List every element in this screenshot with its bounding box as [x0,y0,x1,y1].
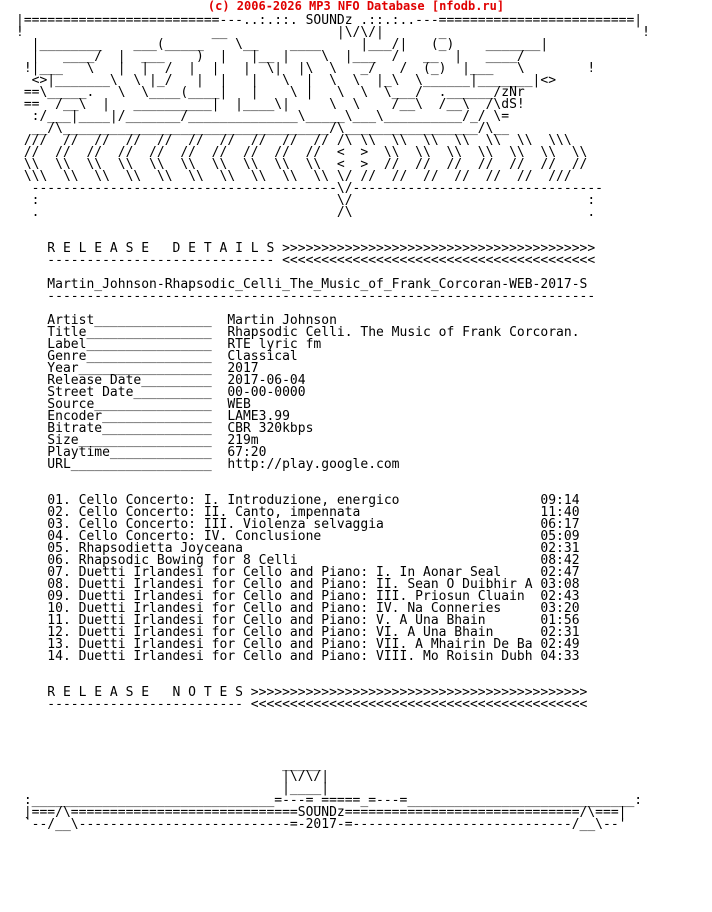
release-notes-underline: ------------------------- <<<<<<<<<<<<<<<<<<<<<<<<<<<<<<<<<<<<<<<<<<< [16,697,588,712]
logo-art-line: : \/ : [16,193,627,208]
nfo-text [16,15,650,831]
detail-row: Bitrate______________ CBR 320kbps [16,421,314,436]
detail-row: Source_______________ WEB [16,397,251,412]
detail-row: Street Date__________ 00-00-0000 [16,385,306,400]
release-name: Martin_Johnson-Rhapsodic_Celli_The_Music_of_Frank_Corcoran-WEB-2017-S [16,277,588,292]
track-row: 08. Duetti Irlandesi for Cello and Piano: II. Sean O Duibhir A 03:08 [16,577,580,592]
detail-row: Release Date_________ 2017-06-04 [16,373,306,388]
crown-art-line: _____ [16,757,322,772]
logo-art-line: == /__\ | __________| |____\| \ \ /__\ /__\ /\dS! [16,97,564,112]
logo-art-line: !|___ \ | | / | | | \| |\ \ _/ / (_) |___ \ ! [16,61,596,76]
track-row: 01. Cello Concerto: I. Introduzione, energico 09:14 [16,493,580,508]
logo-art-line: . /\ . [16,205,627,220]
logo-art-line: |________ ___(_____ \__ ____ |___/| (_) _______| [16,37,588,52]
detail-row: Year_________________ 2017 [16,361,259,376]
logo-art-line: \\\ \\ \\ \\ \\ \\ \\ \\ \\ \\ \/ // // // // // // /// [16,169,580,184]
footer-art-line: `--/__\---------------------------=-2017-=----------------------------/__\--' [16,817,627,832]
logo-art-line: | ____/ | ___ ) | |__ | \ |___ / __ | ____/ [16,49,596,64]
track-row: 04. Cello Concerto: IV. Conclusione 05:09 [16,529,580,544]
track-row: 06. Rhapsodic Bowing for 8 Celli 08:42 [16,553,580,568]
detail-row: Genre________________ Classical [16,349,298,364]
logo-art-line: \\ \\ \\ \\ \\ \\ \\ \\ \\ \\ < > // // // // // // // [16,157,596,172]
track-row: 09. Duetti Irlandesi for Cello and Piano: III. Priosun Cluain 02:43 [16,589,580,604]
track-row: 13. Duetti Irlandesi for Cello and Piano: VII. A Mhairin De Ba 02:49 [16,637,580,652]
track-row: 14. Duetti Irlandesi for Cello and Piano: VIII. Mo Roisin Dubh 04:33 [16,649,580,664]
detail-row: Title________________ Rhapsodic Celli. The Music of Frank Corcoran. [16,325,580,340]
track-row: 12. Duetti Irlandesi for Cello and Piano: VI. A Una Bhain 02:31 [16,625,580,640]
footer-art-line: |===/\=============================SOUNDz==============================/\===| [16,805,627,820]
crown-art-line: |____| [16,781,330,796]
detail-row: Playtime_____________ 67:20 [16,445,267,460]
track-row: 02. Cello Concerto: II. Canto, impennata 11:40 [16,505,580,520]
logo-art-line: ! __ |\/\/| _ ! [16,25,650,40]
logo-art-line: /// // // // // // // // // // /\ \\ \\ \\ \\ \\ \\ \\\ [16,133,580,148]
logo-art-line: __/\__________________________________/\_________________/\__ [16,121,564,136]
logo-art-line: ==\_____. \ \____(____| | \ | \ \ \___/ .______/zNr [16,85,580,100]
logo-art-line: <>|_______\ \ |_/ | | | \ | \ \ |_\ \______|_______|<> [16,73,572,88]
logo-art-line: // // // // // // // // // // < > \\ \\ \\ \\ \\ \\ \\ [16,145,596,160]
logo-art-line: :/___|____|/_______/______________\_____\___\__________/_/ \= [16,109,572,124]
detail-row: URL__________________ http://play.google.com [16,457,400,472]
detail-row: Encoder______________ LAME3.99 [16,409,290,424]
release-name-rule: ---------------------------------------------------------------------- [16,289,596,304]
track-row: 11. Duetti Irlandesi for Cello and Piano: V. A Una Bhain 01:56 [16,613,580,628]
footer-art-line: :_______________________________=---=_=====_=---=_____________________________: [16,793,643,808]
detail-row: Label________________ RTE lyric fm [16,337,322,352]
track-row: 03. Cello Concerto: III. Violenza selvaggia 06:17 [16,517,580,532]
track-row: 10. Duetti Irlandesi for Cello and Piano: IV. Na Conneries 03:20 [16,601,580,616]
logo-art-line: |=========================---..:.::. SOUNDz .::.:..---=========================| [16,13,643,28]
track-row: 05. Rhapsodietta Joyceana 02:31 [16,541,580,556]
release-notes-heading: R E L E A S E N O T E S >>>>>>>>>>>>>>>>>>>>>>>>>>>>>>>>>>>>>>>>>>> [16,685,588,700]
track-row: 07. Duetti Irlandesi for Cello and Piano: I. In Aonar Seal 02:47 [16,565,580,580]
detail-row: Artist_______________ Martin Johnson [16,313,337,328]
crown-art-line: |\/\/| [16,769,330,784]
release-details-heading: R E L E A S E D E T A I L S >>>>>>>>>>>>>>>>>>>>>>>>>>>>>>>>>>>>>>>> [16,241,596,256]
detail-row: Size_________________ 219m [16,433,259,448]
nfodb-header: (c) 2006-2026 MP3 NFO Database [nfodb.ru] [207,0,505,13]
logo-art-line: ---------------------------------------\/-------------------------------- [16,181,627,196]
release-details-underline: ----------------------------- <<<<<<<<<<<<<<<<<<<<<<<<<<<<<<<<<<<<<<<< [16,253,596,268]
